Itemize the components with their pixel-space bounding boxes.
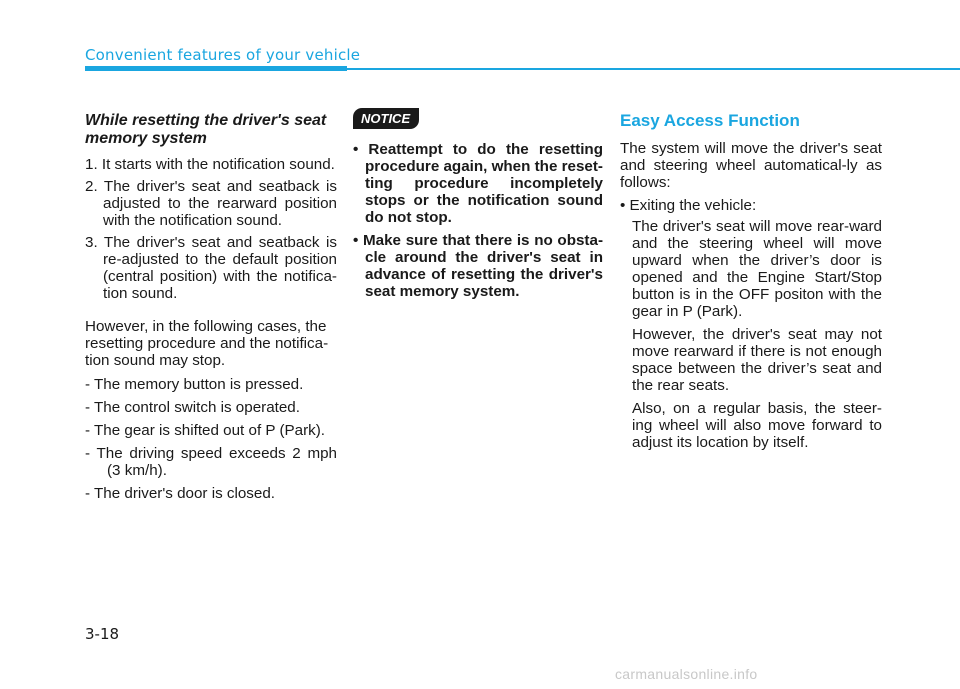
easy-access-paragraph: Also, on a regular basis, the steer-ing wheel will also move forward to adjust its location by itself.	[632, 400, 882, 451]
easy-access-heading: Easy Access Function	[620, 111, 800, 130]
condition-item: - The memory button is pressed.	[85, 376, 304, 393]
section-title: Convenient features of your vehicle	[85, 46, 361, 64]
left-column	[85, 108, 337, 508]
step-item: 1. It starts with the notification sound.	[85, 156, 335, 173]
header-rule	[347, 68, 960, 70]
page-number: 3-18	[85, 625, 120, 643]
step-item: 2. The driver's seat and seatback is adjusted to the rearward position with the notification sound.	[85, 178, 337, 229]
condition-item: - The gear is shifted out of P (Park).	[85, 422, 326, 439]
step-item: 3. The driver's seat and seatback is re-adjusted to the default position (central position) with the notifica-tion sound.	[85, 234, 337, 302]
condition-item: - The control switch is operated.	[85, 399, 300, 416]
easy-access-intro: The system will move the driver's seat and steering wheel automatical-ly as follows:	[620, 140, 882, 191]
notice-badge: NOTICE	[353, 108, 419, 129]
watermark: carmanualsonline.info	[615, 666, 758, 682]
notice-item: • Make sure that there is no obsta-cle around the driver's seat in advance of resetting the driver's seat memory system.	[353, 232, 603, 300]
easy-access-paragraph: However, the driver's seat may not move rearward if there is not enough space between the driver’s seat and the rear seats.	[632, 326, 882, 394]
condition-item: - The driving speed exceeds 2 mph (3 km/h).	[85, 445, 337, 479]
conditions-intro: However, in the following cases, the resetting procedure and the notifica-tion sound may stop.	[85, 318, 329, 369]
condition-item: - The driver's door is closed.	[85, 485, 276, 502]
exiting-bullet: • Exiting the vehicle:	[620, 197, 757, 214]
notice-column	[353, 108, 603, 306]
right-column	[620, 108, 882, 457]
header-accent-bar	[85, 66, 347, 71]
easy-access-paragraph: The driver's seat will move rear-ward and the steering wheel will move upward when the driver’s door is opened and the Engine Start/Stop button is in the OFF positon with the gear in P (Park).	[632, 218, 882, 320]
resetting-heading: While resetting the driver's seat memory system	[85, 112, 327, 147]
notice-item: • Reattempt to do the resetting procedure again, when the reset-ting procedure incompletely stops or the notification sound do not stop.	[353, 141, 603, 226]
